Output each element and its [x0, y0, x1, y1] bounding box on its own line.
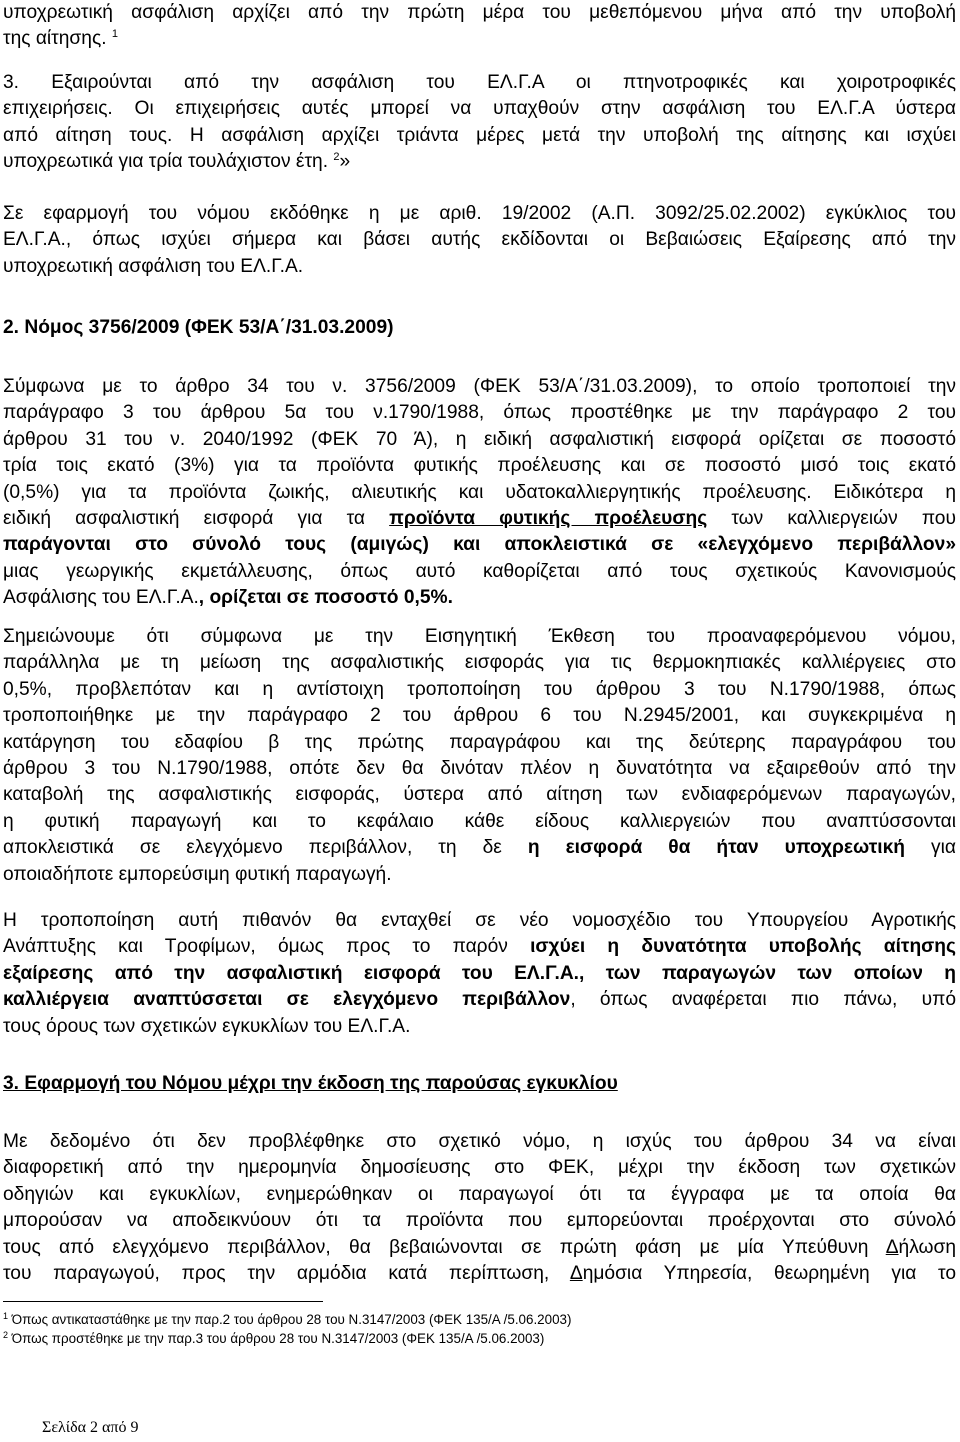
text-line: από αίτηση τους. Η ασφάλιση αρχίζει τριάντα μέρες μετά την υποβολή της αίτησης και ισχύει [3, 124, 956, 146]
footnote-ref[interactable]: 2 [333, 151, 340, 164]
section-heading-application: 3. Εφαρμογή του Νόμου μέχρι την έκδοση της παρούσας εγκυκλίου [3, 1073, 618, 1094]
text-line: μιας γεωργικής εκμετάλλευσης, όπως αυτό καθορίζεται από τους σχετικούς Κανονισμούς [3, 560, 956, 582]
emphasis-line: εξαίρεσης από την ασφαλιστική εισφορά του ΕΛ.Γ.Α., των παραγωγών των οποίων η [3, 962, 956, 984]
paragraph-application [3, 1129, 956, 1287]
text-line: ειδική ασφαλιστική εισφορά για τα προϊόντα φυτικής προέλευσης των καλλιεργειών που [3, 508, 956, 530]
paragraph-law-article-34 [3, 374, 956, 612]
text-line: Ανάπτυξης και Τροφίμων, όμως προς το παρόν ισχύει η δυνατότητα υποβολής αίτησης [3, 936, 957, 958]
footnote-2 [3, 1329, 956, 1348]
text-line: της αίτησης. $^1$ [3, 28, 118, 50]
footnote-ref[interactable]: 1 [111, 28, 118, 41]
text-line: υποχρεωτικά για τρία τουλάχιστον έτη. $^2$» [3, 151, 351, 173]
text-line: τροποποιήθηκε με την παράγραφο 2 του άρθρου 6 του Ν.2945/2001, και συγκεκριμένα η [3, 705, 956, 727]
paragraph-circular [3, 201, 956, 280]
footnote-text: Όπως προστέθηκε με την παρ.3 του άρθρου 28 του Ν.3147/2003 (ΦΕΚ 135/Α /5.06.2003) [11, 1331, 545, 1346]
section-heading-law: 2. Νόμος 3756/2009 (ΦΕΚ 53/Α΄/31.03.2009) [3, 317, 394, 338]
text-line: 0,5%, προβλεπόταν και η αντίστοιχη τροποποίηση του άρθρου 3 του Ν.1790/1988, όπως [3, 678, 956, 700]
text-line: 3. Εξαιρούνται από την ασφάλιση του ΕΛ.Γ.Α οι πτηνοτροφικές και χοιροτροφικές [3, 72, 956, 93]
text-line: τρία τοις εκατό (3%) για τα προϊόντα φυτικής προέλευσης και σε ποσοστό μισό τοις εκατό [3, 455, 956, 477]
text-line: Ασφάλισης του ΕΛ.Γ.Α., ορίζεται σε ποσοστό 0,5%. [3, 587, 453, 609]
paragraph-ministry [3, 908, 956, 1040]
emphasis-line: παράγονται στο σύνολό τους (αμιγώς) και αποκλειστικά σε «ελεγχόμενο περιβάλλον» [3, 534, 956, 556]
footnote-text: Όπως αντικαταστάθηκε με την παρ.2 του άρθρου 28 του Ν.3147/2003 (ΦΕΚ 135/Α /5.06.2003) [11, 1312, 572, 1327]
text-line: μπορούσαν να αποδεικνύουν ότι τα προϊόντα που εμπορεύονται προέρχονται στο σύνολό [3, 1210, 956, 1232]
text-line: καλλιέργεια αναπτύσσεται σε ελεγχόμενο περιβάλλον, όπως αναφέρεται πιο πάνω, υπό [3, 989, 956, 1011]
text-line: ΕΛ.Γ.Α., όπως ισχύει σήμερα και βάσει αυτής εκδίδονται οι Βεβαιώσεις Εξαίρεσης από την [3, 229, 956, 251]
footnote-number: 2 [3, 1330, 9, 1340]
text-line: κατάργηση του εδαφίου β της πρώτης παραγράφου και της δεύτερης παραγράφου του [3, 731, 956, 753]
text-line: υποχρεωτική ασφάλιση του ΕΛ.Γ.Α. [3, 255, 304, 277]
paragraph-exemption-poultry [3, 70, 956, 176]
paragraph-insurance-start [3, 0, 956, 53]
footnote-separator [3, 1301, 323, 1302]
emphasis-text: καλλιέργεια αναπτύσσεται σε ελεγχόμενο περιβάλλον [3, 989, 571, 1011]
text-line: επιχειρήσεις. Οι επιχειρήσεις αυτές μπορεί να υπαχθούν στην ασφάλιση του ΕΛ.Γ.Α ύστερα [3, 98, 956, 120]
text-line: Η τροποποίηση αυτή πιθανόν θα ενταχθεί σε νέο νομοσχέδιο του Υπουργείου Αγροτικής [3, 910, 956, 931]
text-line: Σύμφωνα με το άρθρο 34 του ν. 3756/2009 (ΦΕΚ 53/Α΄/31.03.2009), το οποίο τροποποιεί την [3, 376, 956, 397]
text-line: Σε εφαρμογή του νόμου εκδόθηκε η με αριθ. 19/2002 (Α.Π. 3092/25.02.2002) εγκύκλιος του [3, 203, 956, 224]
text-line: άρθρου 31 του ν. 2040/1992 (ΦΕΚ 70 Ά), η ειδική ασφαλιστική εισφορά ορίζεται σε ποσοστό [3, 428, 956, 450]
emphasis-text: η εισφορά θα ήταν υποχρεωτική [527, 837, 906, 859]
text-line: καταβολή της ασφαλιστικής εισφοράς, ύστερα από αίτηση των ενδιαφερόμενων παραγωγών, [3, 784, 956, 806]
text-line: η φυτική παραγωγή και το κεφάλαιο κάθε είδους καλλιεργειών που αναπτύσσονται [3, 810, 956, 832]
text-line: οποιαδήποτε εμπορεύσιμη φυτική παραγωγή. [3, 863, 392, 885]
text-line: άρθρου 3 του Ν.1790/1988, οπότε δεν θα δινόταν πλέον η δυνατότητα να εξαιρεθούν από την [3, 758, 956, 780]
text-line: υποχρεωτική ασφάλιση αρχίζει από την πρώτη μέρα του μεθεπόμενου μήνα από την υποβολή [3, 2, 956, 23]
text-line: αποκλειστικά σε ελεγχόμενο περιβάλλον, τη δε η εισφορά θα ήταν υποχρεωτική για [3, 837, 956, 859]
text-line: (0,5%) για τα προϊόντα ζωικής, αλιευτικής και υδατοκαλλιεργητικής προέλευσης. Ειδικότερα η [3, 481, 956, 503]
text-line: τους από ελεγχόμενο περιβάλλον, θα βεβαιώνονται σε πρώτη φάση με μία Υπεύθυνη Δήλωση [3, 1236, 956, 1258]
footnote-1 [3, 1310, 956, 1329]
emphasis-text: ισχύει η δυνατότητα υποβολής αίτησης [530, 936, 957, 958]
emphasis-text: προϊόντα φυτικής προέλευσης [389, 508, 708, 530]
text-line: του παραγωγού, προς την αρμόδια κατά περίπτωση, Δημόσια Υπηρεσία, θεωρημένη για το [3, 1263, 956, 1285]
page-number: Σελίδα 2 από 9 [42, 1419, 139, 1436]
text-line: τους όρους των σχετικών εγκυκλίων του ΕΛ.Γ.Α. [3, 1015, 411, 1037]
text-line: παράγραφο 3 του άρθρου 5α του ν.1790/1988, όπως προστέθηκε με την παράγραφο 2 του [3, 402, 956, 424]
paragraph-explanatory-report [3, 624, 956, 888]
text-line: οδηγιών και εγκυκλίων, ενημερώθηκαν οι παραγωγοί ότι τα έγγραφα με τα οποία θα [3, 1183, 956, 1205]
text-line: Με δεδομένο ότι δεν προβλέφθηκε στο σχετικό νόμο, η ισχύς του άρθρου 34 να είναι [3, 1131, 956, 1152]
text-line: διαφορετική από την ημερομηνία δημοσίευσης στο ΦΕΚ, μέχρι την έκδοση των σχετικών [3, 1157, 956, 1179]
emphasis-text: , ορίζεται σε ποσοστό 0,5%. [198, 587, 453, 609]
footnote-number: 1 [3, 1311, 9, 1321]
text-line: Σημειώνουμε ότι σύμφωνα με την Εισηγητική Έκθεση του προαναφερόμενου νόμου, [3, 626, 956, 647]
text-line: παράλληλα με τη μείωση της ασφαλιστικής εισφοράς για τις θερμοκηπιακές καλλιέργειες στο [3, 652, 956, 674]
